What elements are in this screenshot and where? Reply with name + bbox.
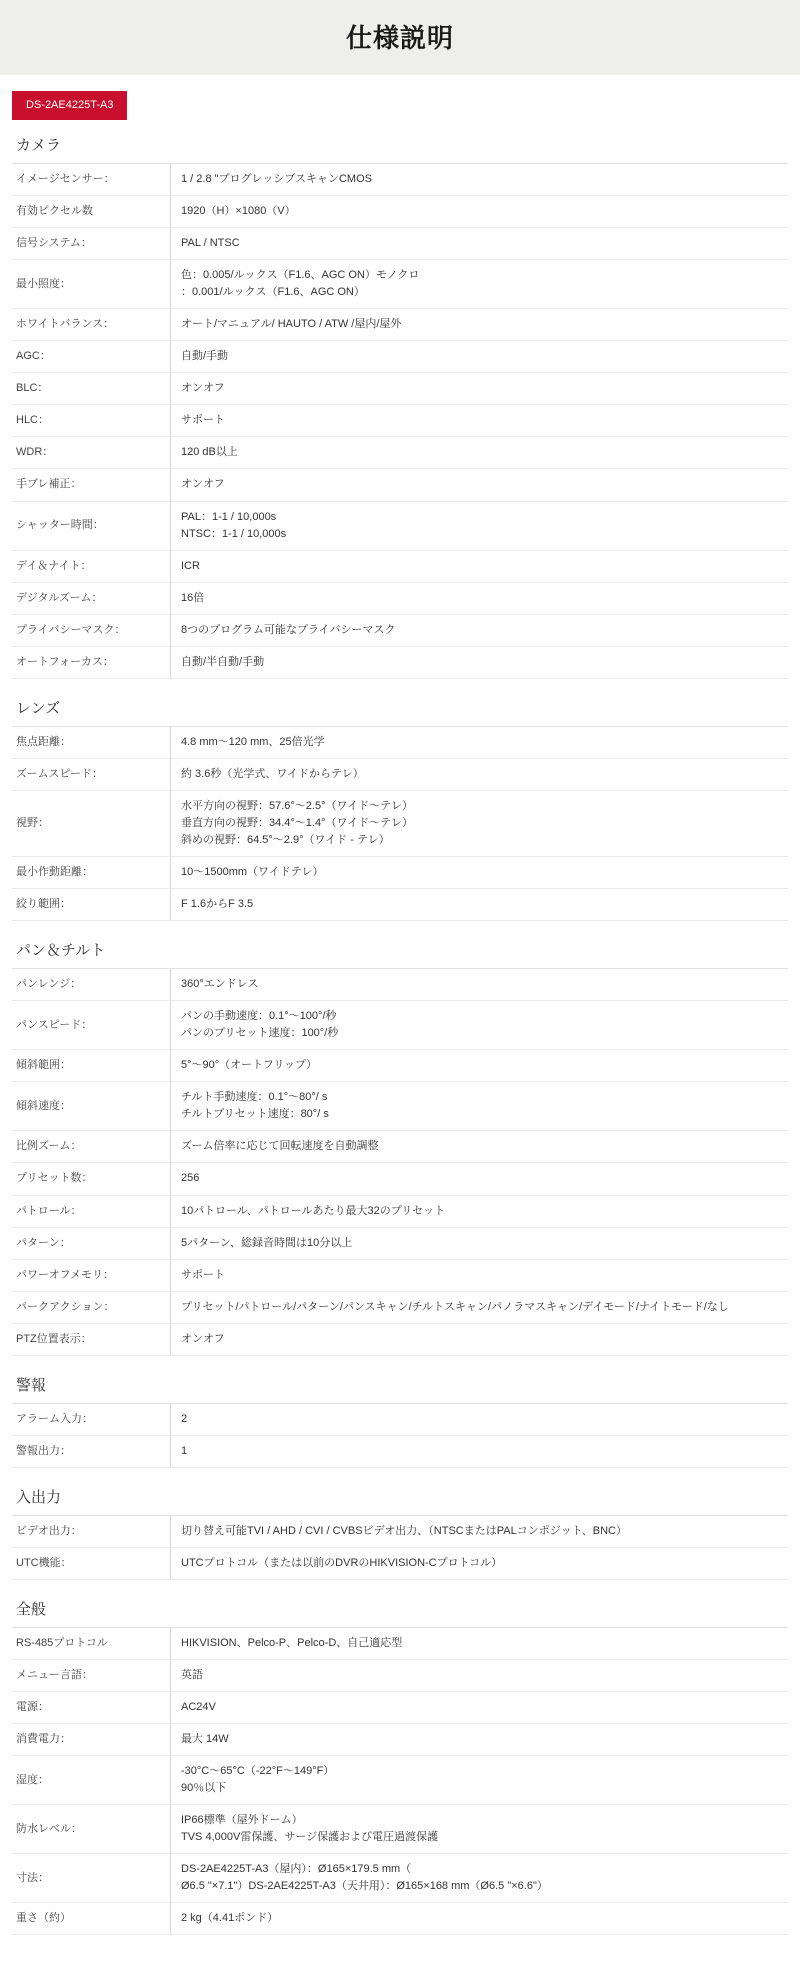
table-row: [12, 582, 788, 614]
spec-value-line: 約 3.6秒（光学式、ワイドからテレ）: [181, 767, 364, 780]
table-row: [12, 1547, 788, 1579]
spec-value-line: 最大 14W: [181, 1733, 229, 1746]
model-tab-row: [12, 75, 788, 120]
spec-value-line: 切り替え可能TVI / AHD / CVI / CVBSビデオ出力、（NTSCまたはPALコンポジット、BNC）: [181, 1524, 627, 1537]
table-row: [12, 1050, 788, 1082]
table-row: [12, 1692, 788, 1724]
spec-key: ズームスピード：: [12, 758, 171, 790]
spec-key: デイ＆ナイト：: [12, 550, 171, 582]
spec-key: 湿度：: [12, 1756, 171, 1805]
spec-value-line: 120 dB以上: [181, 446, 238, 459]
spec-key: 警報出力：: [12, 1435, 171, 1467]
spec-key: パトロール：: [12, 1195, 171, 1227]
spec-value: [171, 1805, 789, 1854]
table-row: [12, 1259, 788, 1291]
spec-value: [171, 1291, 789, 1323]
spec-value: [171, 1227, 789, 1259]
spec-key: 防水レベル：: [12, 1805, 171, 1854]
spec-value: [171, 228, 789, 260]
table-row: [12, 1291, 788, 1323]
spec-table: [12, 164, 788, 679]
table-row: [12, 727, 788, 759]
table-row: [12, 1628, 788, 1660]
spec-sections: [12, 120, 788, 1935]
spec-value-line: プリセット/パトロール/パターン/パンスキャン/チルトスキャン/パノラマスキャン/デイモード/ナイトモード/なし: [181, 1300, 729, 1313]
section-heading: レンズ: [12, 681, 788, 727]
spec-key: 視野：: [12, 790, 171, 856]
table-row: [12, 1854, 788, 1903]
spec-value: [171, 373, 789, 405]
spec-key: 有効ピクセル数: [12, 196, 171, 228]
spec-value: [171, 164, 789, 196]
table-row: [12, 309, 788, 341]
spec-key: 傾斜範囲：: [12, 1050, 171, 1082]
spec-value: [171, 1516, 789, 1548]
spec-key: HLC：: [12, 405, 171, 437]
spec-key: WDR：: [12, 437, 171, 469]
table-row: [12, 1404, 788, 1436]
spec-key: パンレンジ：: [12, 969, 171, 1001]
section-heading: パン＆チルト: [12, 923, 788, 969]
spec-key: 寸法：: [12, 1854, 171, 1903]
spec-value: [171, 437, 789, 469]
spec-key: デジタルズーム：: [12, 582, 171, 614]
spec-key: パンスピード：: [12, 1001, 171, 1050]
spec-value-line: 4.8 mm〜120 mm、25倍光学: [181, 735, 325, 748]
spec-value: [171, 1756, 789, 1805]
spec-value: [171, 341, 789, 373]
spec-value-line: UTCプロトコル（または以前のDVRのHIKVISION-Cプロトコル）: [181, 1556, 503, 1569]
spec-key: 重さ（約）: [12, 1903, 171, 1935]
spec-value: [171, 614, 789, 646]
spec-key: オートフォーカス：: [12, 646, 171, 678]
spec-value-line: 自動/手動: [181, 350, 229, 363]
table-row: [12, 1724, 788, 1756]
spec-key: 電源：: [12, 1692, 171, 1724]
spec-table: [12, 969, 788, 1356]
spec-value: [171, 1050, 789, 1082]
spec-value: [171, 1163, 789, 1195]
table-row: [12, 228, 788, 260]
spec-value: [171, 1692, 789, 1724]
spec-value-line: 5°〜90°（オートフリップ）: [181, 1059, 318, 1072]
spec-value-line: パンのプリセット速度：100°/秒: [181, 1027, 339, 1040]
spec-key: 消費電力：: [12, 1724, 171, 1756]
section-heading: 警報: [12, 1358, 788, 1404]
spec-value-line: 1: [181, 1444, 188, 1457]
table-row: [12, 405, 788, 437]
spec-value: [171, 1195, 789, 1227]
spec-value-line: 8つのプログラム可能なプライバシーマスク: [181, 623, 396, 636]
spec-value-line: 2 kg（4.41ポンド）: [181, 1912, 279, 1925]
spec-key: ビデオ出力：: [12, 1516, 171, 1548]
table-row: [12, 1163, 788, 1195]
spec-value-line: 垂直方向の視野：34.4°〜1.4°（ワイド〜テレ）: [181, 816, 413, 829]
spec-table: [12, 1628, 788, 1936]
table-row: [12, 260, 788, 309]
spec-value-line: 2: [181, 1412, 188, 1425]
table-row: [12, 1323, 788, 1355]
table-row: [12, 164, 788, 196]
spec-value: [171, 1082, 789, 1131]
spec-value-line: AC24V: [181, 1701, 216, 1714]
spec-section: [12, 1358, 788, 1468]
spec-value-line: 90％以下: [181, 1782, 227, 1795]
spec-key: プリセット数：: [12, 1163, 171, 1195]
spec-value-line: 256: [181, 1172, 200, 1185]
spec-table: [12, 727, 788, 921]
spec-value-line: IP66標準（屋外ドーム）: [181, 1814, 303, 1827]
table-row: [12, 1516, 788, 1548]
table-row: [12, 469, 788, 501]
spec-key: 焦点距離：: [12, 727, 171, 759]
spec-key: プライバシーマスク：: [12, 614, 171, 646]
table-row: [12, 758, 788, 790]
spec-section: [12, 923, 788, 1356]
spec-value-line: サポート: [181, 1268, 225, 1281]
spec-value: [171, 758, 789, 790]
table-row: [12, 857, 788, 889]
spec-value: [171, 1001, 789, 1050]
spec-key: パークアクション：: [12, 1291, 171, 1323]
spec-value-line: 10〜1500mm（ワイドテレ）: [181, 866, 324, 879]
spec-value: [171, 260, 789, 309]
spec-value-line: 自動/半自動/手動: [181, 655, 265, 668]
spec-value-line: オンオフ: [181, 1332, 225, 1345]
spec-value-line: PAL：1-1 / 10,000s: [181, 510, 277, 523]
table-row: [12, 196, 788, 228]
spec-value-line: サポート: [181, 414, 225, 427]
spec-key: 絞り範囲：: [12, 889, 171, 921]
spec-value: [171, 1628, 789, 1660]
spec-key: パターン：: [12, 1227, 171, 1259]
table-row: [12, 1131, 788, 1163]
table-row: [12, 1903, 788, 1935]
spec-key: 傾斜速度：: [12, 1082, 171, 1131]
spec-section: [12, 1470, 788, 1580]
spec-value-line: 色：0.005/ルックス（F1.6、AGC ON）モノクロ: [181, 269, 420, 282]
spec-table: [12, 1516, 788, 1580]
spec-value: [171, 889, 789, 921]
spec-value-line: -30°C〜65°C（-22°F〜149°F）: [181, 1765, 335, 1778]
spec-key: UTC機能：: [12, 1547, 171, 1579]
spec-value: [171, 646, 789, 678]
spec-value: [171, 857, 789, 889]
table-row: [12, 889, 788, 921]
table-row: [12, 1195, 788, 1227]
spec-section: [12, 681, 788, 921]
spec-value-line: 5パターン、総録音時間は10分以上: [181, 1236, 353, 1249]
table-row: [12, 790, 788, 856]
spec-value-line: オンオフ: [181, 382, 225, 395]
spec-value: [171, 1435, 789, 1467]
spec-value-line: DS-2AE4225T-A3（屋内）：Ø165×179.5 mm（: [181, 1863, 412, 1876]
spec-value: [171, 1547, 789, 1579]
spec-content: [0, 75, 800, 1967]
spec-value-line: チルトプリセット速度：80°/ s: [181, 1108, 329, 1121]
table-row: [12, 969, 788, 1001]
spec-value: [171, 727, 789, 759]
spec-value: [171, 1659, 789, 1691]
spec-value: [171, 969, 789, 1001]
spec-value: [171, 405, 789, 437]
spec-value-line: ズーム倍率に応じて回転速度を自動調整: [181, 1140, 379, 1153]
spec-key: AGC：: [12, 341, 171, 373]
table-row: [12, 1756, 788, 1805]
spec-value: [171, 501, 789, 550]
spec-key: 最小照度：: [12, 260, 171, 309]
spec-value: [171, 582, 789, 614]
spec-value-line: 1920（H）×1080（V）: [181, 205, 296, 218]
spec-value-line: PAL / NTSC: [181, 237, 240, 250]
spec-key: PTZ位置表示：: [12, 1323, 171, 1355]
table-row: [12, 1082, 788, 1131]
table-row: [12, 437, 788, 469]
spec-value: [171, 1903, 789, 1935]
spec-value-line: NTSC：1-1 / 10,000s: [181, 527, 287, 540]
table-row: [12, 1227, 788, 1259]
table-row: [12, 1659, 788, 1691]
table-row: [12, 1435, 788, 1467]
spec-value-line: 10パトロール、パトロールあたり最大32のプリセット: [181, 1204, 446, 1217]
spec-key: イメージセンサー：: [12, 164, 171, 196]
spec-key: メニュー言語：: [12, 1659, 171, 1691]
spec-table: [12, 1404, 788, 1468]
spec-value-line: HIKVISION、Pelco-P、Pelco-D、自己適応型: [181, 1636, 403, 1649]
table-row: [12, 550, 788, 582]
spec-key: RS-485プロトコル: [12, 1628, 171, 1660]
spec-key: ホワイトバランス：: [12, 309, 171, 341]
table-row: [12, 646, 788, 678]
table-row: [12, 501, 788, 550]
spec-key: シャッター時間：: [12, 501, 171, 550]
spec-value: [171, 1854, 789, 1903]
spec-key: 比例ズーム：: [12, 1131, 171, 1163]
spec-value: [171, 550, 789, 582]
spec-value-line: 1 / 2.8 "プログレッシブスキャンCMOS: [181, 173, 372, 185]
table-row: [12, 373, 788, 405]
spec-value-line: F 1.6からF 3.5: [181, 898, 254, 911]
spec-value: [171, 790, 789, 856]
table-row: [12, 1001, 788, 1050]
spec-value-line: チルト手動速度：0.1°〜80°/ s: [181, 1091, 328, 1104]
table-row: [12, 614, 788, 646]
spec-value-line: 水平方向の視野：57.6°〜2.5°（ワイド〜テレ）: [181, 799, 413, 812]
spec-key: BLC：: [12, 373, 171, 405]
spec-key: パワーオフメモリ：: [12, 1259, 171, 1291]
spec-key: 信号システム：: [12, 228, 171, 260]
spec-value-line: パンの手動速度：0.1°〜100°/秒: [181, 1010, 337, 1023]
section-heading: 全般: [12, 1582, 788, 1628]
spec-value-line: ：0.001/ルックス（F1.6、AGC ON）: [181, 286, 365, 299]
spec-value: [171, 469, 789, 501]
spec-value: [171, 1724, 789, 1756]
spec-value-line: 16倍: [181, 591, 205, 604]
spec-value-line: Ø6.5 "×7.1"）DS-2AE4225T-A3（天井用）：Ø165×168 mm（Ø6.5 "×6.6"）: [181, 1880, 548, 1893]
spec-value: [171, 1131, 789, 1163]
spec-key: アラーム入力：: [12, 1404, 171, 1436]
spec-value-line: 斜めの視野：64.5°〜2.9°（ワイド - テレ）: [181, 833, 390, 846]
table-row: [12, 1805, 788, 1854]
spec-value-line: 360°エンドレス: [181, 978, 259, 991]
table-row: [12, 341, 788, 373]
spec-section: [12, 1582, 788, 1936]
spec-value: [171, 309, 789, 341]
spec-value-line: オート/マニュアル/ HAUTO / ATW /屋内/屋外: [181, 318, 402, 331]
spec-value: [171, 1259, 789, 1291]
spec-value: [171, 1323, 789, 1355]
page-title-bar: [0, 0, 800, 75]
spec-value: [171, 196, 789, 228]
spec-key: 手ブレ補正：: [12, 469, 171, 501]
spec-value-line: オンオフ: [181, 478, 225, 491]
spec-value-line: TVS 4,000V雷保護、サージ保護および電圧過渡保護: [181, 1831, 439, 1844]
section-heading: カメラ: [12, 120, 788, 164]
model-tab[interactable]: DS-2AE4225T-A3: [12, 91, 127, 120]
spec-value: [171, 1404, 789, 1436]
spec-section: [12, 120, 788, 679]
section-heading: 入出力: [12, 1470, 788, 1516]
spec-value-line: ICR: [181, 559, 200, 572]
page-title: 仕様説明: [345, 23, 454, 53]
spec-value-line: 英語: [181, 1668, 203, 1681]
spec-key: 最小作動距離：: [12, 857, 171, 889]
